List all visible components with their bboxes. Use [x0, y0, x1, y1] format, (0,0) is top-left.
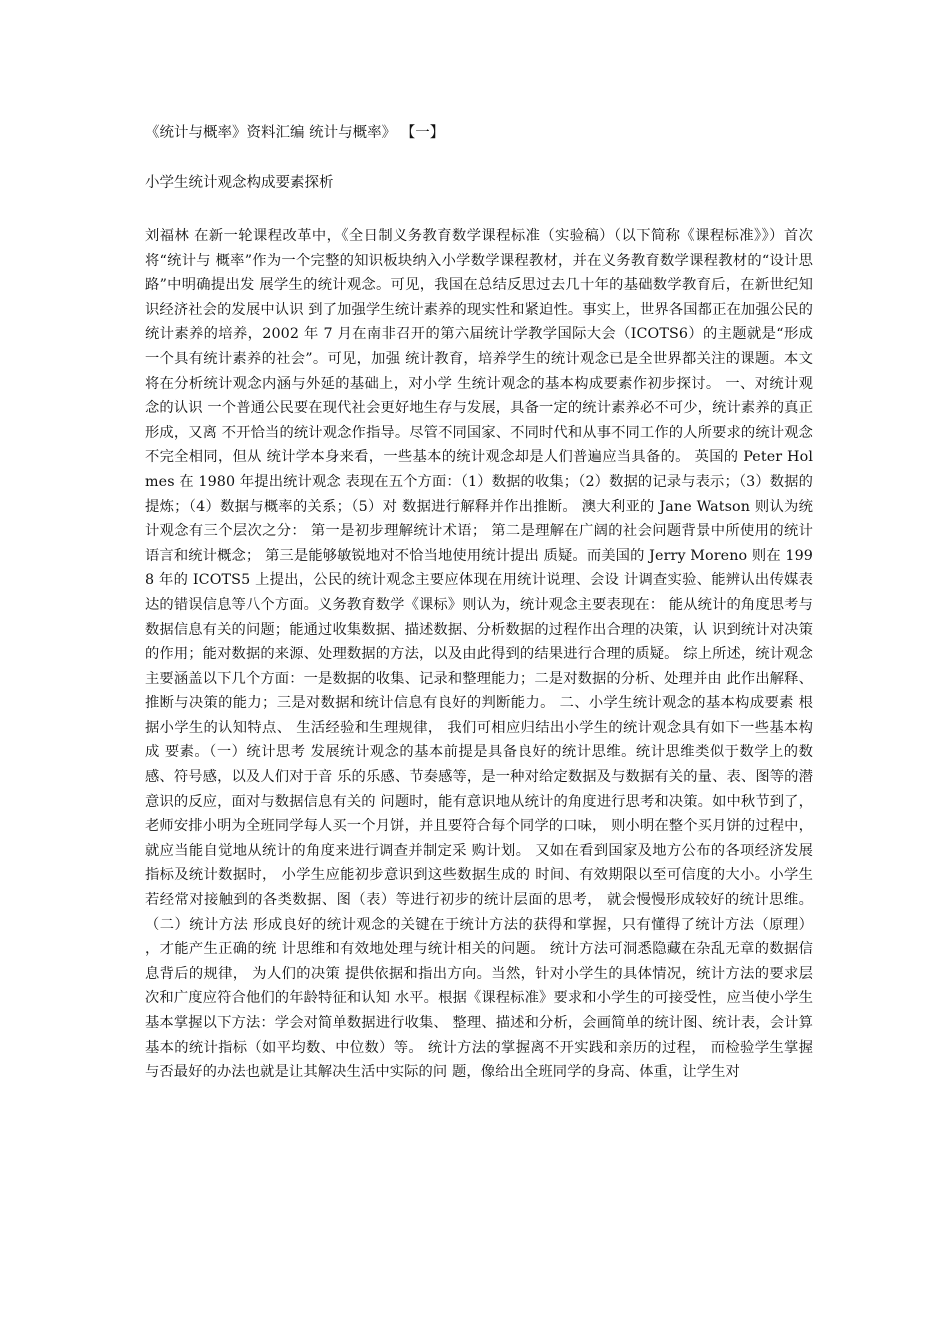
document-page	[145, 122, 813, 1085]
document-title: 《统计与概率》资料汇编 统计与概率》 【一】	[145, 125, 445, 141]
document-body-paragraph: 刘福林 在新一轮课程改革中，《全日制义务教育数学课程标准（实验稿）（以下简称《课程标准》》）首次将“统计与 概率”作为一个完整的知识板块纳入小学数学课程教材，并在义务教育数学课程教材的“设计思路”中明确提出发 展学生的统计观念。可见，我国在总结反思过去几十年的基础数学教育后，在新世纪知识经济社会的发展中认识 到了加强学生统计素养的现实性和紧迫性。事实上，世界各国都正在加强公民的统计素养的培养，2002 年 7 月在南非召开的第六届统计学教学国际大会（ICOTS6）的主题就是“形成一个具有统计素养的社会”。可见，加强 统计教育，培养学生的统计观念已是全世界都关注的课题。本文将在分析统计观念内涵与外延的基础上，对小学 生统计观念的基本构成要素作初步探讨。 一、对统计观念的认识 一个普通公民要在现代社会更好地生存与发展，具备一定的统计素养必不可少，统计素养的真正形成，又离 不开恰当的统计观念作指导。尽管不同国家、不同时代和从事不同工作的人所要求的统计观念不完全相同，但从 统计学本身来看，一些基本的统计观念却是人们普遍应当具备的。 英国的 Peter Holmes 在 1980 年提出统计观念 表现在五个方面：（1）数据的收集；（2）数据的记录与表示；（3）数据的提炼；（4）数据与概率的关系；（5）对 数据进行解释并作出推断。 澳大利亚的 Jane Watson 则认为统计观念有三个层次之分： 第一是初步理解统计术语； 第二是理解在广阔的社会问题背景中所使用的统计语言和统计概念； 第三是能够敏锐地对不恰当地使用统计提出 质疑。而美国的 Jerry Moreno 则在 1998 年的 ICOTS5 上提出，公民的统计观念主要应体现在用统计说理、会设 计调查实验、能辨认出传媒表达的错误信息等八个方面。义务教育数学《课标》则认为，统计观念主要表现在： 能从统计的角度思考与数据信息有关的问题；能通过收集数据、描述数据、分析数据的过程作出合理的决策，认 识到统计对决策的作用；能对数据的来源、处理数据的方法，以及由此得到的结果进行合理的质疑。 综上所述，统计观念主要涵盖以下几个方面：一是数据的收集、记录和整理能力；二是对数据的分析、处理并由 此作出解释、推断与决策的能力；三是对数据和统计信息有良好的判断能力。 二、小学生统计观念的基本构成要素 根据小学生的认知特点、 生活经验和生理规律， 我们可相应归结出小学生的统计观念具有如下一些基本构成 要素。（一）统计思考 发展统计观念的基本前提是具备良好的统计思维。统计思维类似于数学上的数感、符号感，以及人们对于音 乐的乐感、节奏感等，是一种对给定数据及与数据有关的量、表、图等的潜意识的反应，面对与数据信息有关的 问题时，能有意识地从统计的角度进行思考和决策。如中秋节到了，老师安排小明为全班同学每人买一个月饼，并且要符合每个同学的口味， 则小明在整个买月饼的过程中， 就应当能自觉地从统计的角度来进行调查并制定采 购计划。 又如在看到国家及地方公布的各项经济发展指标及统计数据时， 小学生应能初步意识到这些数据生成的 时间、有效期限以至可信度的大小。小学生若经常对接触到的各类数据、图（表）等进行初步的统计层面的思考， 就会慢慢形成较好的统计思维。（二）统计方法 形成良好的统计观念的关键在于统计方法的获得和掌握，只有懂得了统计方法（原理） ，才能产生正确的统 计思维和有效地处理与统计相关的问题。 统计方法可洞悉隐藏在杂乱无章的数据信息背后的规律， 为人们的决策 提供依据和指出方向。当然，针对小学生的具体情况，统计方法的要求层次和广度应符合他们的年龄特征和认知 水平。根据《课程标准》要求和小学生的可接受性，应当使小学生基本掌握以下方法：学会对简单数据进行收集、 整理、描述和分析，会画简单的统计图、统计表，会计算基本的统计指标（如平均数、中位数）等。 统计方法的掌握离不开实践和亲历的过程， 而检验学生掌握与否最好的办法也就是让其解决生活中实际的问 题，像给出全班同学的身高、体重，让学生对	[145, 228, 813, 1081]
document-subtitle: 小学生统计观念构成要素探析	[145, 175, 334, 191]
